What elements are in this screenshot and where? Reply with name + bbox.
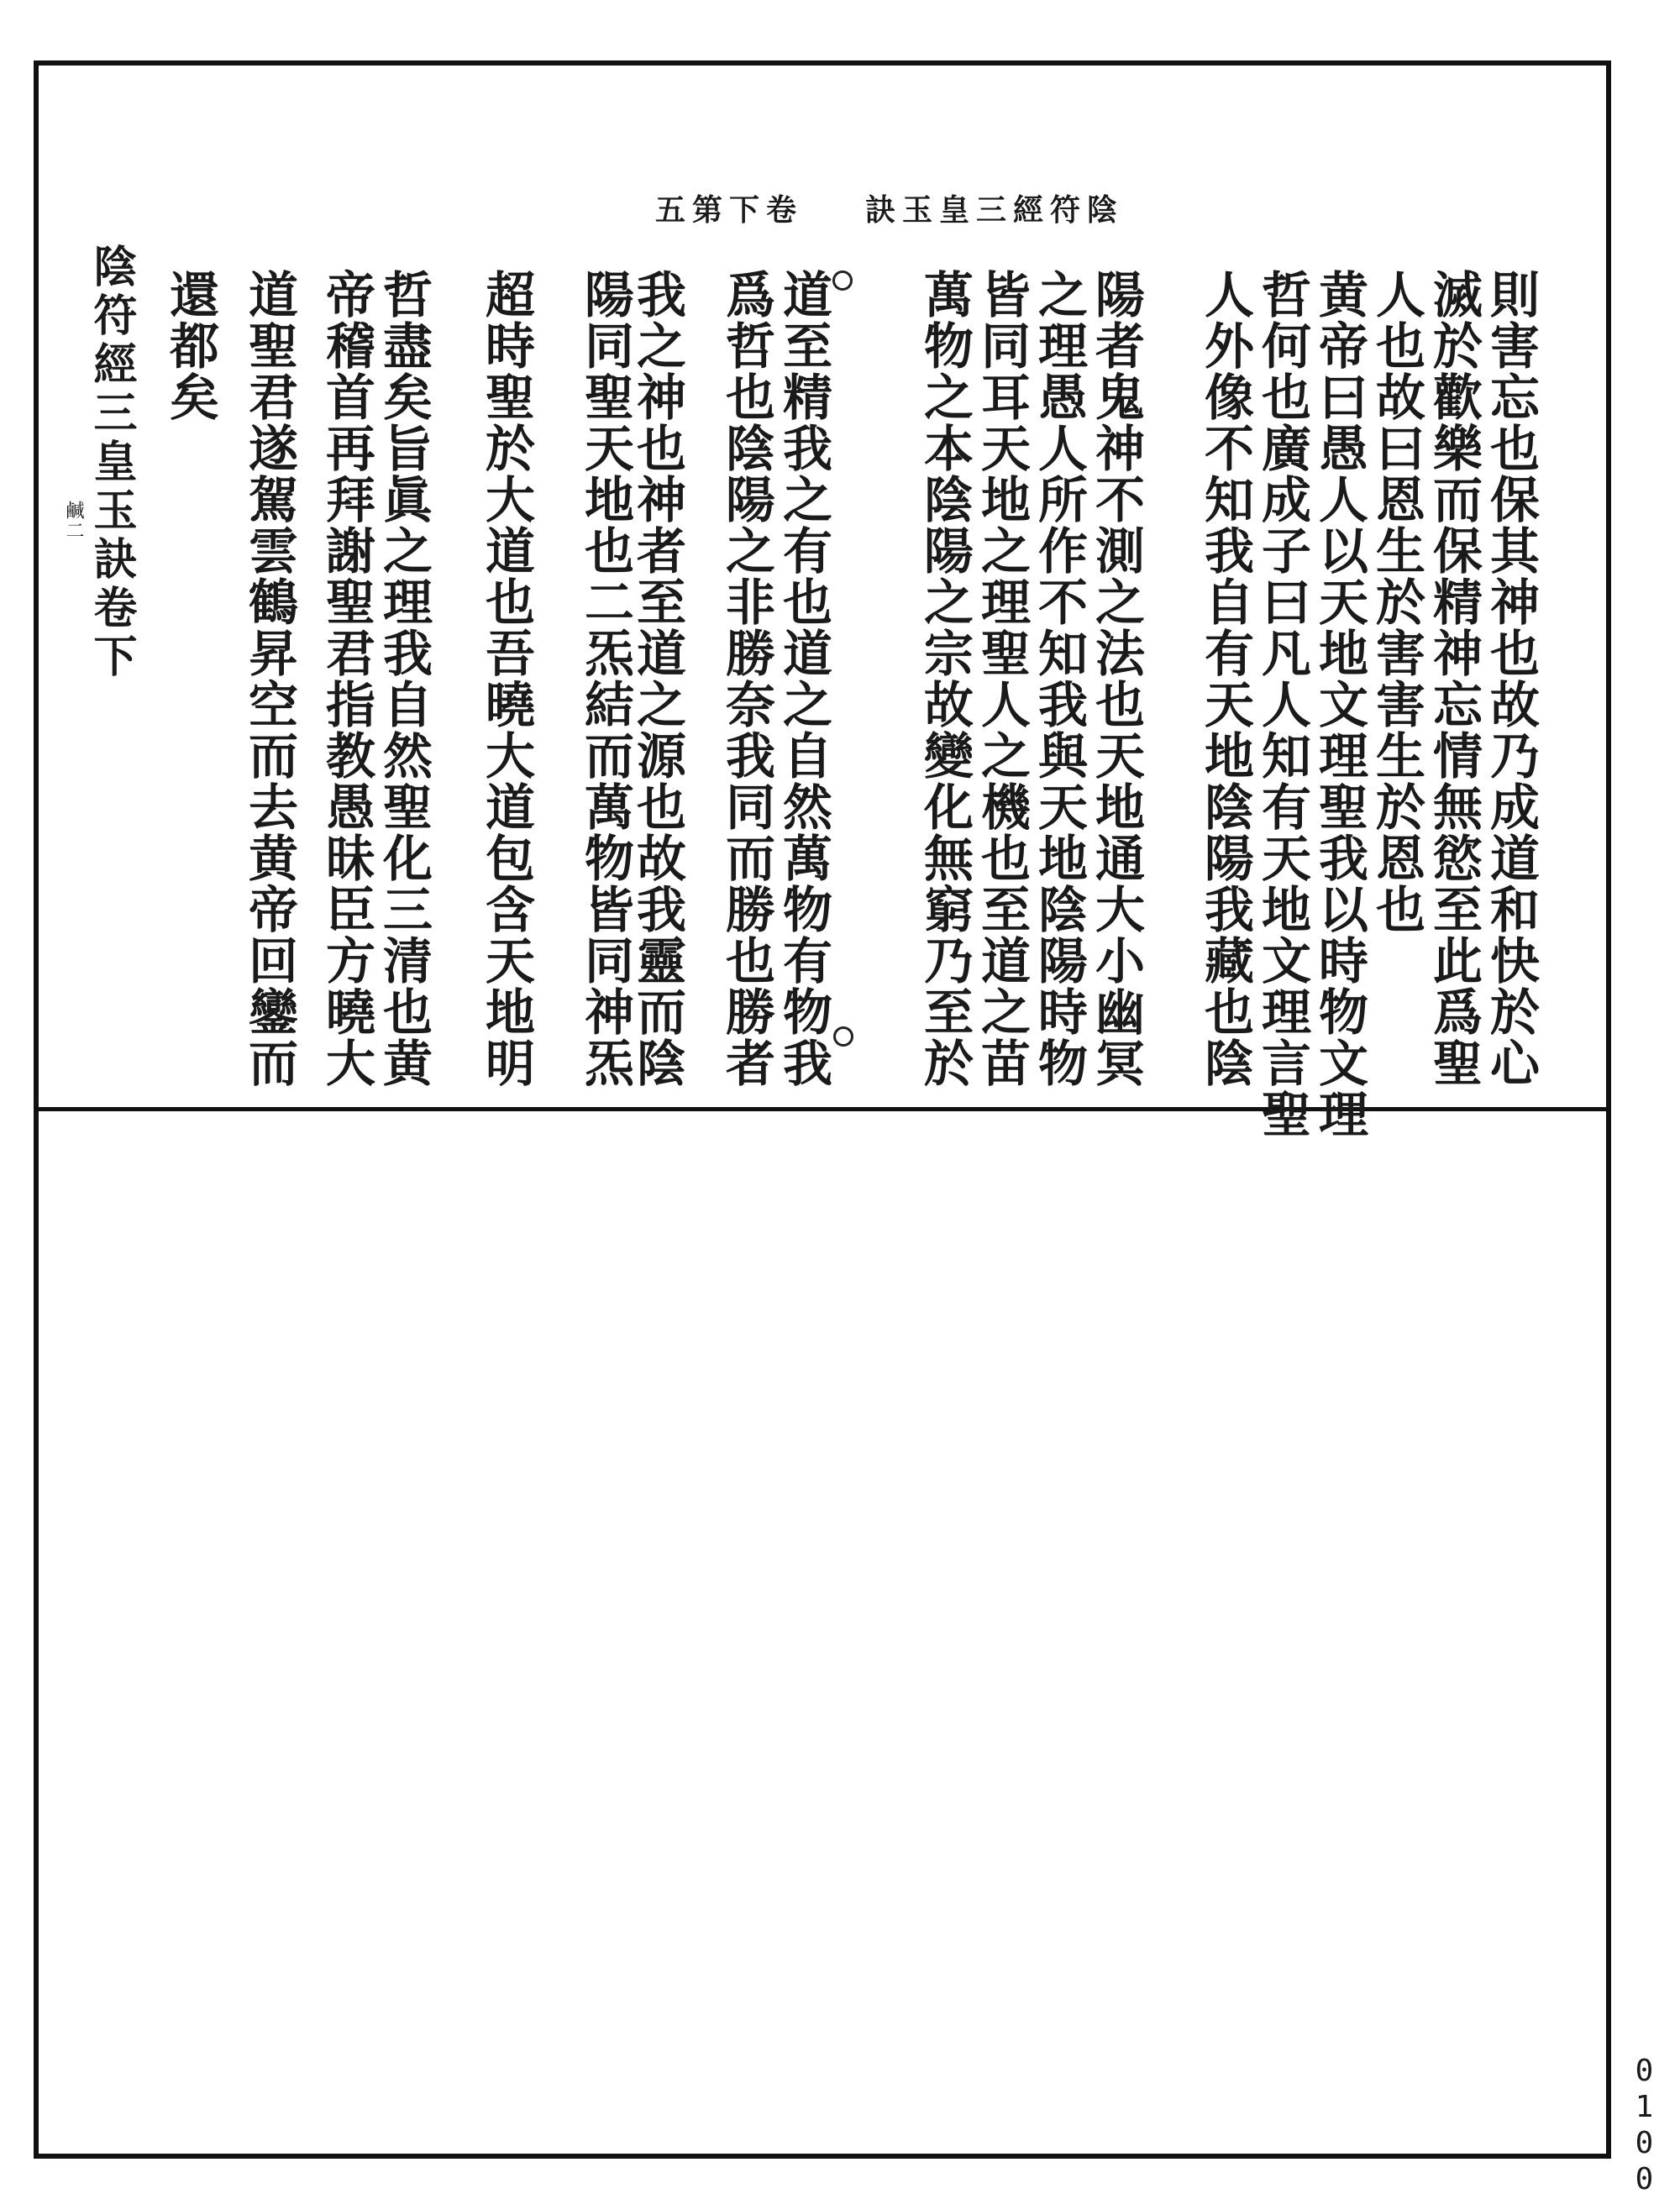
- text-column-18: 道聖君遂駕雲鶴昇空而去黄帝回鑾而: [240, 269, 298, 1089]
- section-mark-circle: [833, 1026, 853, 1047]
- half-page-divider: [34, 1107, 1611, 1111]
- text-column-6: 人外像不知我自有天地陰陽我藏也陰: [1196, 269, 1254, 1089]
- fascicle-marker: 鹹二: [63, 501, 84, 541]
- text-column-3: 人也故曰恩生於害害生於恩也: [1368, 269, 1425, 935]
- text-column-9: 皆同耳天地之理聖人之機也至道之苗: [973, 269, 1031, 1089]
- running-header: [0, 186, 1680, 228]
- text-column-12: 爲哲也陰陽之非勝奈我同而勝也勝者: [717, 269, 775, 1089]
- text-column-5: 哲何也廣成子曰凡人知有天地文理言聖: [1253, 269, 1311, 1140]
- text-column-7: 陽者鬼神不測之法也天地通大小幽冥: [1087, 269, 1145, 1089]
- header-volume: 五第下卷: [655, 192, 804, 228]
- text-column-13: 我之神也神者至道之源也故我靈而陰: [628, 269, 686, 1089]
- text-column-10: 萬物之本陰陽之宗故變化無窮乃至於: [916, 269, 974, 1089]
- header-title: 訣玉皇三經符陰: [865, 192, 1125, 228]
- text-column-15: 超時聖於大道也吾曉大道包含天地明: [477, 269, 535, 1089]
- text-column-4: 黄帝曰愚人以天地文理聖我以時物文理: [1310, 269, 1368, 1140]
- text-column-1: 則害忘也保其神也故乃成道和快於心: [1482, 269, 1540, 1089]
- text-column-17: 帝稽首再拜謝聖君指教愚昧臣方曉大: [318, 269, 375, 1089]
- section-mark-circle: [832, 270, 853, 291]
- closing-title-column: 陰符經三皇玉訣卷下: [86, 244, 137, 682]
- text-column-14: 陽同聖天地也二炁結而萬物皆同神炁: [576, 269, 634, 1089]
- text-column-16: 哲盡矣旨眞之理我自然聖化三清也黄: [375, 269, 433, 1089]
- text-column-2: 滅於歡樂而保精神忘情無慾至此爲聖: [1425, 269, 1483, 1089]
- text-column-11: 道至精我之有也道之自然萬物有物我: [774, 269, 832, 1089]
- text-column-8: 之理愚人所作不知我與天地陰陽時物: [1030, 269, 1088, 1089]
- page-number: 0100: [1627, 2054, 1662, 2198]
- text-column-19: 還都矣: [161, 269, 219, 422]
